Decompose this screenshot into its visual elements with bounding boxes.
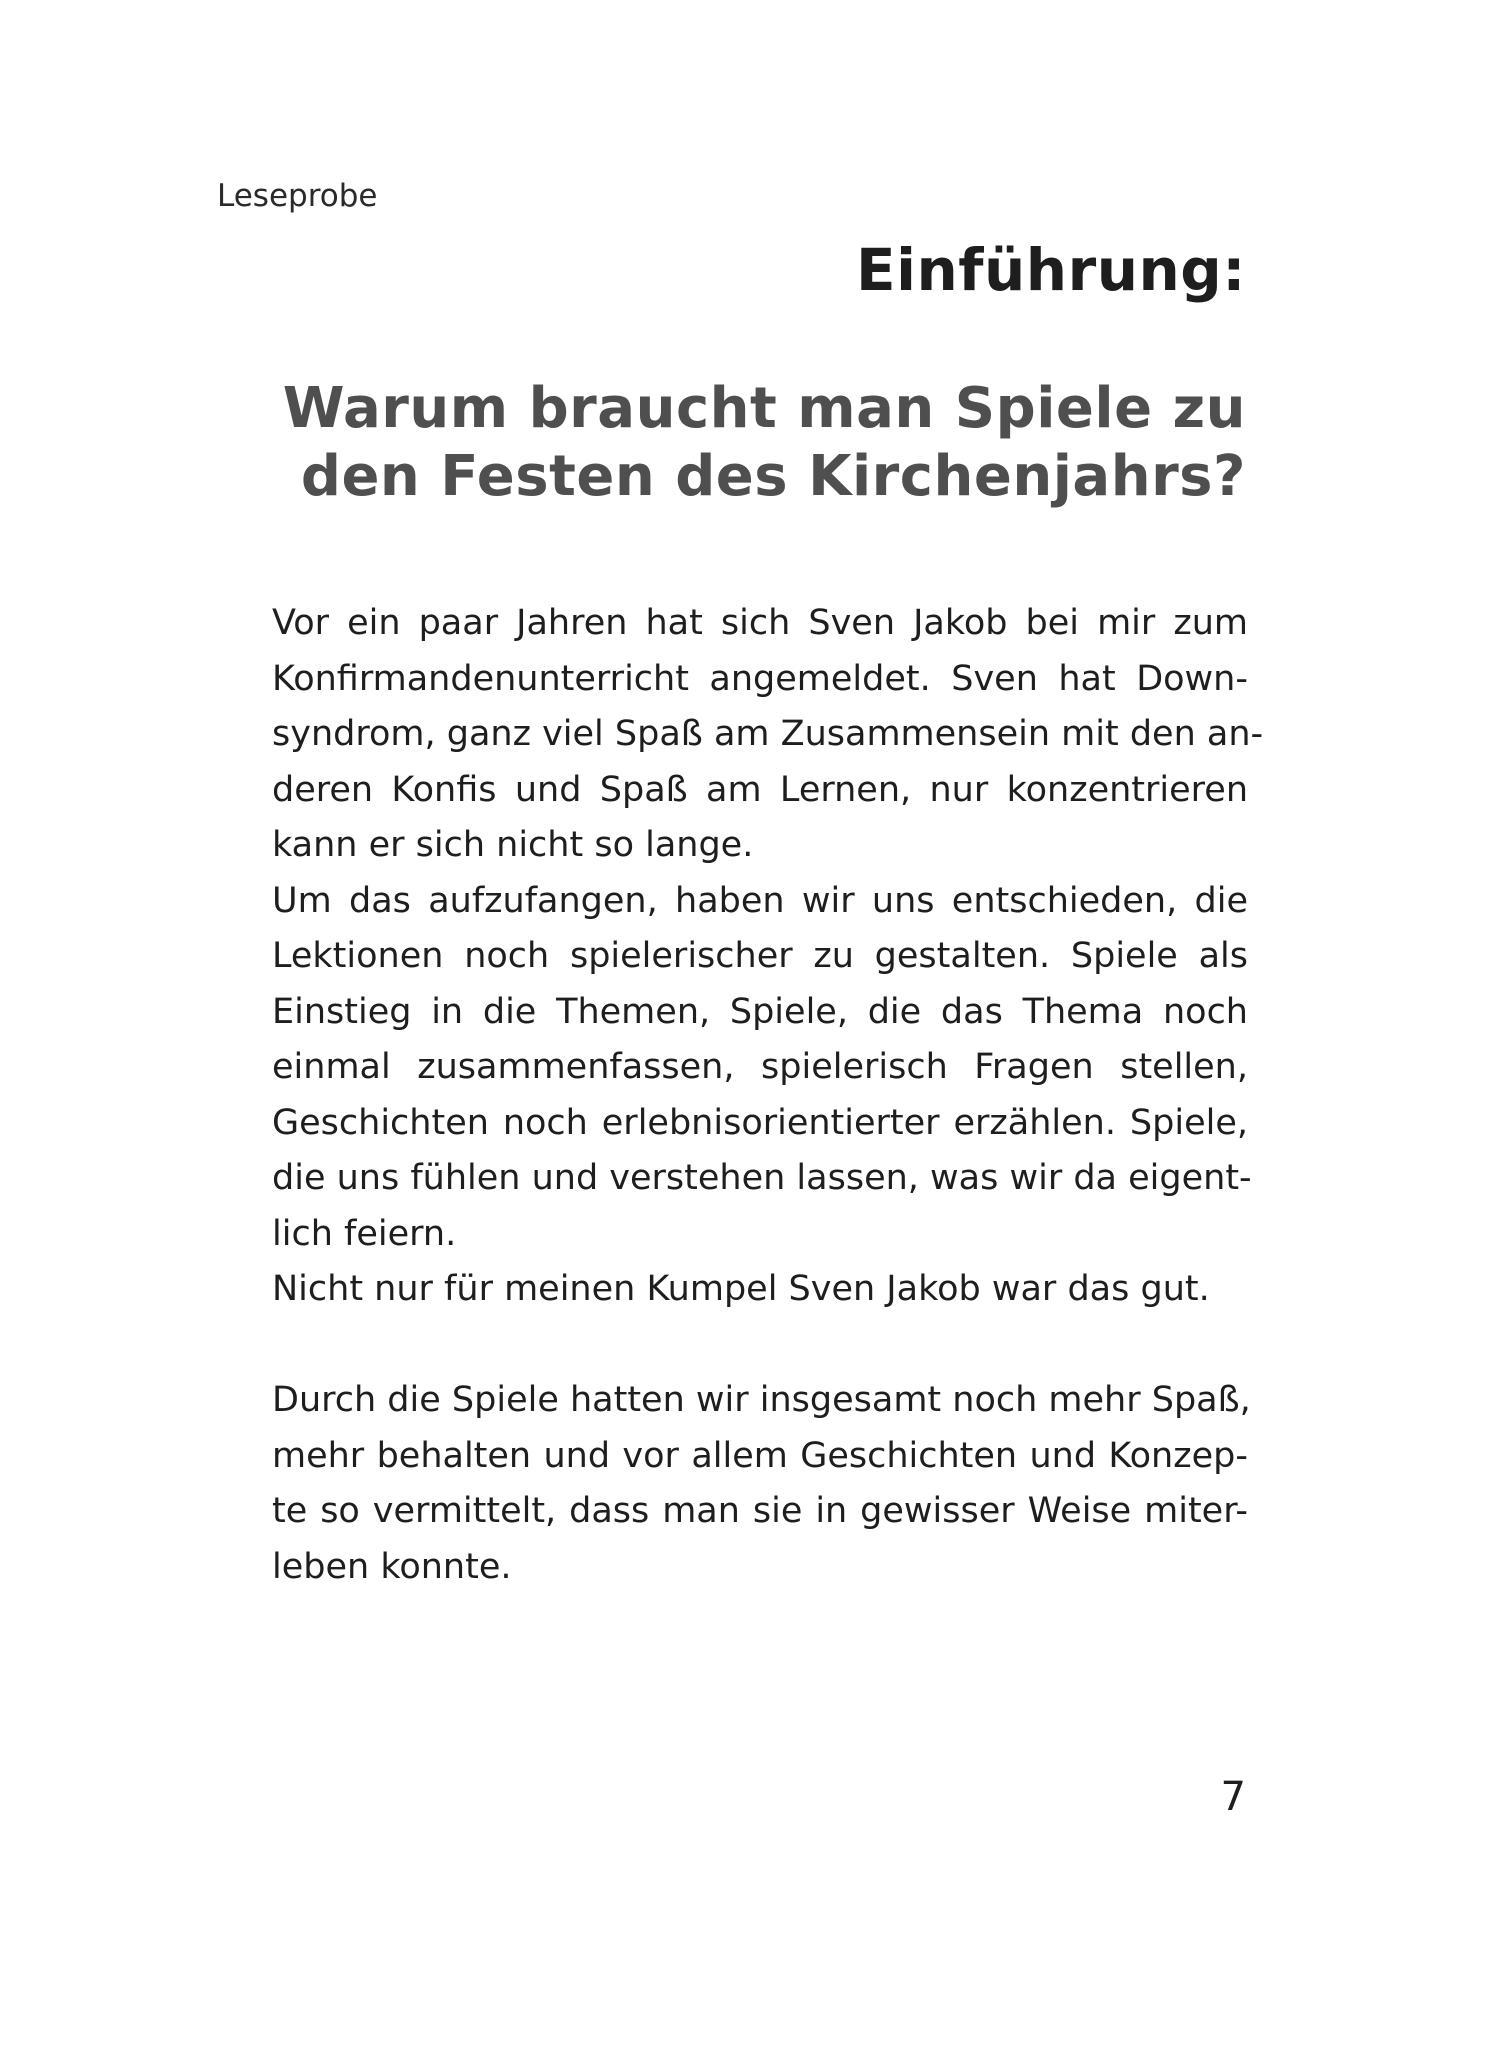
text-line: Vor ein paar Jahren hat sich Sven Jakob bei mir zum bbox=[272, 603, 1248, 643]
body-text bbox=[272, 596, 1264, 1595]
text-line: Durch die Spiele hatten wir insgesamt noch mehr Spaß, bbox=[272, 1380, 1251, 1420]
subtitle-line: Warum braucht man Spiele zu bbox=[282, 376, 1246, 441]
paragraph-4 bbox=[272, 1373, 1251, 1595]
text-line: leben konnte. bbox=[272, 1546, 512, 1587]
text-line: syndrom, ganz viel Spaß am Zusammensein mit den an- bbox=[272, 714, 1264, 754]
text-line: Geschichten noch erlebnisorientierter erzählen. Spiele, bbox=[272, 1102, 1248, 1143]
paragraph-2 bbox=[272, 874, 1252, 1263]
text-line: kann er sich nicht so lange. bbox=[272, 825, 754, 865]
text-line: mehr behalten und vor allem Geschichten und Konzep- bbox=[272, 1435, 1248, 1476]
text-line: Um das aufzufangen, haben wir uns entschieden, die bbox=[272, 880, 1248, 921]
chapter-title: Einführung: bbox=[855, 236, 1246, 304]
text-line: Einstieg in die Themen, Spiele, die das Thema noch bbox=[272, 991, 1248, 1032]
chapter-subtitle bbox=[246, 375, 1246, 511]
text-line: te so vermittelt, dass man sie in gewisser Weise miter- bbox=[272, 1491, 1248, 1531]
page-number: 7 bbox=[1220, 1774, 1246, 1820]
text-line: lich feiern. bbox=[272, 1213, 457, 1254]
text-line: die uns fühlen und verstehen lassen, was wir da eigent- bbox=[272, 1158, 1252, 1198]
text-line: Konfirmandenunterricht angemeldet. Sven hat Down- bbox=[272, 658, 1248, 699]
paragraph-1 bbox=[272, 596, 1264, 874]
text-line: Nicht nur für meinen Kumpel Sven Jakob war das gut. bbox=[272, 1269, 1210, 1309]
leseprobe-label: Leseprobe bbox=[217, 178, 378, 214]
paragraph-3 bbox=[272, 1262, 1248, 1318]
text-line: Lektionen noch spielerischer zu gestalten. Spiele als bbox=[272, 936, 1248, 976]
paragraph-gap bbox=[272, 1318, 1248, 1374]
text-line: deren Konfis und Spaß am Lernen, nur konzentrieren bbox=[272, 769, 1248, 810]
text-line: einmal zusammenfassen, spielerisch Fragen stellen, bbox=[272, 1047, 1248, 1087]
subtitle-line: den Festen des Kirchenjahrs? bbox=[300, 444, 1246, 509]
